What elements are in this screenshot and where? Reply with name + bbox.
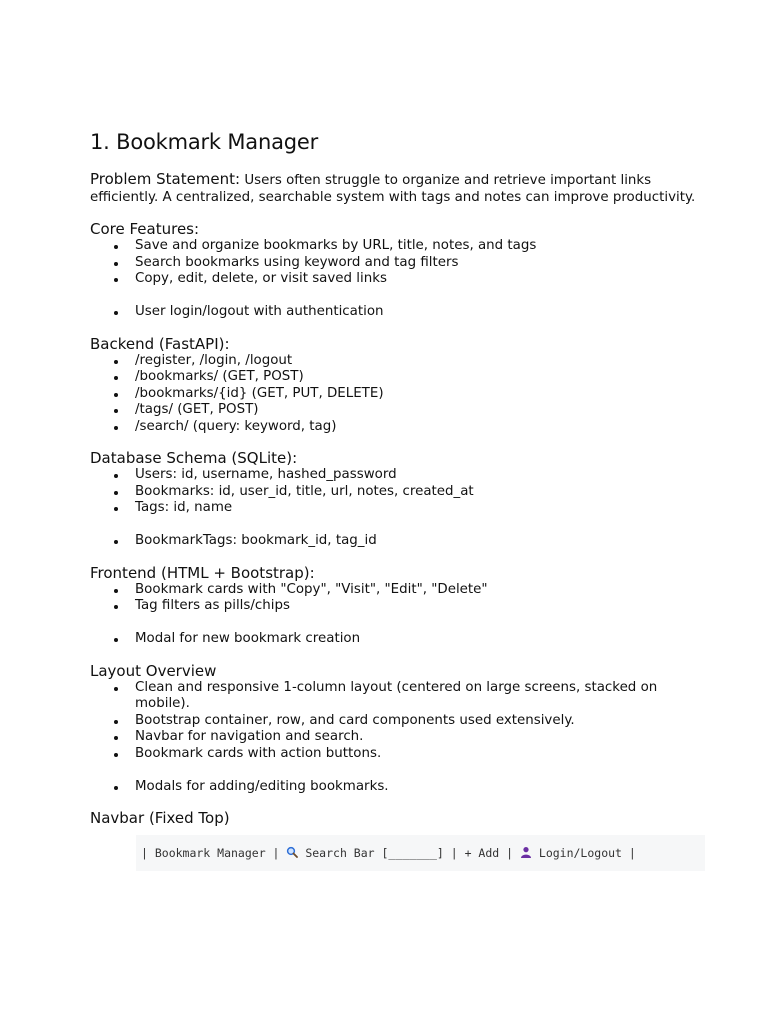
- list-item: /tags/ (GET, POST): [90, 402, 710, 419]
- backend-list: [90, 353, 710, 436]
- list-item: Modal for new bookmark creation: [90, 631, 710, 648]
- list-item: Bookmarks: id, user_id, title, url, notes, created_at: [90, 484, 710, 501]
- problem-statement-text: Users often struggle to organize and retrieve important links efficiently. A centralized, searchable system with tags and notes can improve productivity.: [90, 173, 696, 205]
- navbar-code-block: [136, 835, 705, 871]
- list-item: Tags: id, name: [90, 500, 710, 517]
- list-item: User login/logout with authentication: [90, 304, 710, 321]
- list-item: Bootstrap container, row, and card components used extensively.: [90, 713, 710, 730]
- list-item: Bookmark cards with "Copy", "Visit", "Edit", "Delete": [90, 582, 710, 599]
- user-icon: [520, 846, 532, 861]
- list-item: Save and organize bookmarks by URL, title, notes, and tags: [90, 238, 710, 255]
- list-item: BookmarkTags: bookmark_id, tag_id: [90, 533, 710, 550]
- list-item: Bookmark cards with action buttons.: [90, 746, 710, 763]
- section-heading-core-features: Core Features:: [90, 220, 200, 238]
- list-item: Navbar for navigation and search.: [90, 729, 710, 746]
- list-item: Users: id, username, hashed_password: [90, 467, 710, 484]
- list-item: Search bookmarks using keyword and tag filters: [90, 255, 710, 272]
- section-heading-layout-overview: Layout Overview: [90, 661, 217, 680]
- list-item: /register, /login, /logout: [90, 353, 710, 370]
- list-item: Tag filters as pills/chips: [90, 598, 710, 615]
- list-item: /bookmarks/{id} (GET, PUT, DELETE): [90, 386, 710, 403]
- list-item: Modals for adding/editing bookmarks.: [90, 779, 710, 796]
- list-item: Copy, edit, delete, or visit saved links: [90, 271, 710, 288]
- layout-overview-list: [90, 680, 710, 796]
- database-schema-list: [90, 467, 710, 550]
- code-text: | Bookmark Manager |: [141, 846, 287, 860]
- frontend-list: [90, 582, 710, 648]
- section-heading-backend: Backend (FastAPI):: [90, 334, 230, 353]
- list-item: Clean and responsive 1-column layout (centered on large screens, stacked on mobile).: [90, 680, 710, 713]
- code-text: Login/Logout |: [531, 846, 636, 860]
- section-heading-database-schema: Database Schema (SQLite):: [90, 449, 298, 467]
- list-item: /bookmarks/ (GET, POST): [90, 369, 710, 386]
- problem-statement: [90, 171, 710, 206]
- document-title: 1. Bookmark Manager: [90, 130, 319, 154]
- document-page: [90, 128, 710, 871]
- section-heading-frontend: Frontend (HTML + Bootstrap):: [90, 563, 315, 582]
- core-features-list: [90, 238, 710, 321]
- section-heading-navbar: Navbar (Fixed Top): [90, 809, 230, 827]
- search-icon: [286, 846, 298, 861]
- code-text: Search Bar [_______] | + Add |: [298, 846, 520, 860]
- list-item: /search/ (query: keyword, tag): [90, 419, 710, 436]
- problem-statement-label: Problem Statement:: [90, 170, 241, 188]
